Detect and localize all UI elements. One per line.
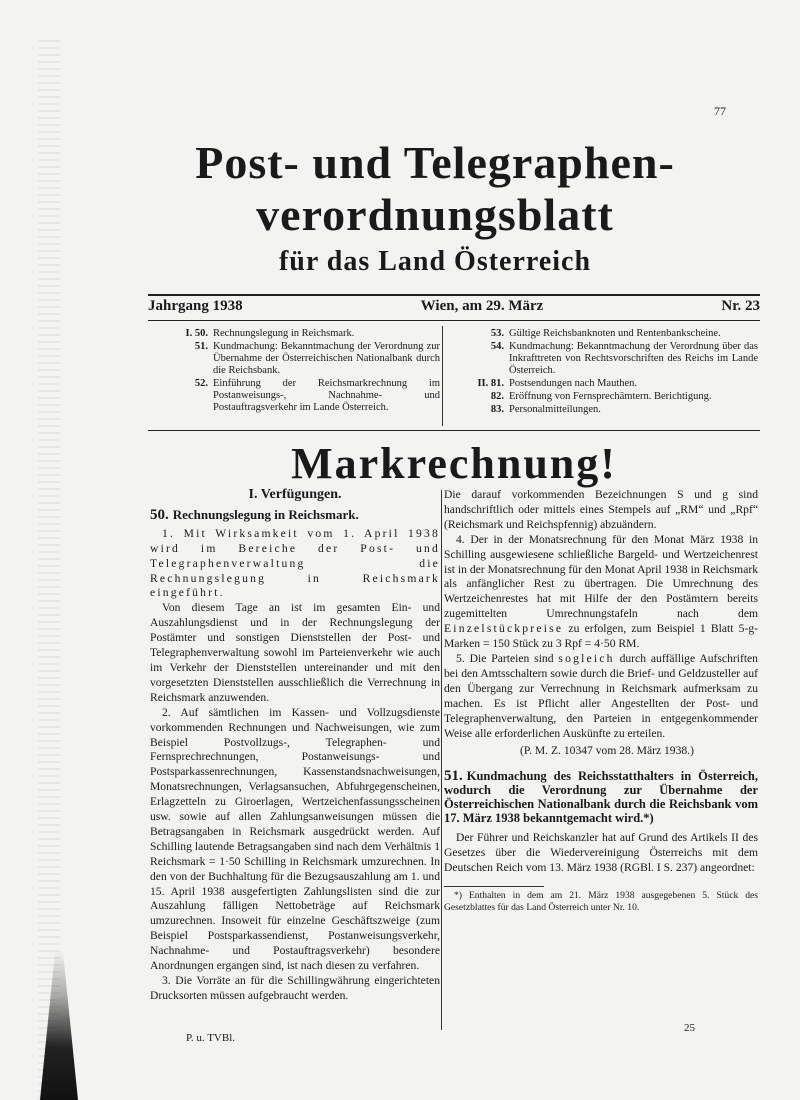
toc-text: Kundmachung: Bekanntmachung der Verordnung zur Übernahme der Österreichischen Nationalbank durch die Reichsbank. — [213, 341, 440, 376]
toc-number: II. 81. — [477, 378, 504, 389]
signature-reference: (P. M. Z. 10347 vom 28. März 1938.) — [520, 744, 694, 758]
footer-abbreviation: P. u. TVBl. — [186, 1032, 236, 1044]
toc-text: Rechnungslegung in Reichsmark. — [213, 328, 355, 339]
section-title: I. Verfügungen. — [248, 487, 342, 502]
toc-text: Postsendungen nach Mauthen. — [509, 378, 638, 389]
issue-number: Nr. 23 — [721, 298, 760, 314]
column-divider — [441, 490, 442, 1030]
paragraph: Der Führer und Reichskanzler hat auf Grund des Artikels II des Gesetzes über die Wiedervereinigung Österreichs mit dem Deutschen Reich vom 13. März 1938 (RGBl. I S. 237) angeordnet: — [444, 831, 758, 875]
toc-number: 51. — [194, 341, 208, 352]
toc-number: I. 50. — [185, 328, 208, 339]
toc-bottom-rule — [148, 430, 760, 431]
paragraph: 2. Auf sämtlichen im Kassen- und Vollzugsdienste vorkommenden Rechnungen und Nachweisungen, wie zum Beispiel Postvollzugs-, Telegraphen- und Fernsprechrechnungen, Postanweisungs- und Postsparkassenrechnungen, Kassenstandsnachweisungen, Monatsrechnungen, Verlagsansuchen, Abfuhrgegenscheinen, Erlagzetteln zu Giroerlagen, Wertzeichenfassungsscheinen usw. sowie auf allen Zahlungsanweisungen müssen die Betragsangaben in Reichsmark ausgedrückt werden. Auf Schilling lautende Betragsangaben sind nach dem Verhältnis 1 Reichsmark = 1·50 Schilling in Reichsmark umzurechnen. In den von der Buchhaltung für die Bezugsauszahlung am 1. und 15. April 1938 ausgefertigten Zahlungslisten sind die zur Auszahlung fälligen Nettobeträge auf Reichsmark umzurechnen. Insoweit für einzelne Geschäftszweige (zum Beispiel Postsparkassendienst, Postanweisungsverkehr, Nachnahme- und Postauftragsverkehr) besondere Anordnungen ergangen sind, ist nach diesen zu verfahren. — [150, 705, 440, 973]
toc-text: Personalmitteilungen. — [509, 404, 601, 415]
article-51-heading — [444, 769, 758, 825]
article-title: Rechnungslegung in Reichsmark. — [172, 506, 359, 522]
article-number: 50. — [150, 506, 169, 523]
paragraph: Die darauf vorkommenden Bezeichnungen S und g sind handschriftlich oder mittels eines Stempels auf „RM“ und „Rpf“ (Reichsmark und Reichspfennig) abzuändern. — [444, 488, 758, 531]
issue-year: Jahrgang 1938 — [148, 298, 243, 314]
toc-item — [150, 328, 440, 340]
spaced-text: Einzelstückpreise — [444, 622, 564, 636]
toc-text: Eröffnung von Fernsprechämtern. Berichtigung. — [509, 391, 712, 402]
toc-number: 52. — [194, 378, 208, 389]
masthead-line-1: Post- und Telegraphen- — [195, 137, 675, 188]
toc-left — [150, 328, 440, 415]
footer-page-number: 25 — [684, 1022, 695, 1034]
toc-item — [446, 391, 758, 403]
left-column — [150, 488, 440, 1004]
main-title: Markrechnung! — [291, 439, 617, 488]
toc-item — [150, 341, 440, 377]
article-50-heading — [150, 508, 440, 523]
page-number-top: 77 — [714, 104, 726, 118]
toc-item — [446, 404, 758, 416]
article-number: 51. — [444, 768, 463, 785]
paragraph: Von diesem Tage an ist im gesamten Ein- und Auszahlungsdienst und in der Rechnungslegung der Postämter und sonstigen Dienststellen der Post- und Telegraphenverwaltung sowohl im Parteienverkehr wie auch im Verkehr der Dienststellen untereinander und mit den vorgesetzten Dienststellen ausschließlich die Verrechnung in Reichsmark anzuwenden. — [150, 601, 440, 704]
paragraph: 1. Mit Wirksamkeit vom 1. April 1938 wird im Bereiche der Post- und Telegraphenverwaltung die Rechnungslegung in Reichsmark eingeführt. — [150, 526, 440, 600]
text-run: zu erfolgen, zum Beispiel 1 Blatt 5-g-Marken = 150 Stück zu 3 Rpf = 4·50 RM. — [444, 622, 758, 651]
text-run: durch auffällige Aufschriften bei den Amtsschaltern sowie durch die Brief- und Geldzusteller auf den Übergang zur Verrechnung in Reichsmark aufmerksam zu machen. Es ist Pflicht aller Angestellten der Post- und Telegraphenverwaltung, den Parteien in entgegenkommender Weise alle erforderlichen Auskünfte zu erteilen. — [444, 651, 758, 740]
toc-item — [150, 378, 440, 414]
toc-text: Gültige Reichsbanknoten und Rentenbankscheine. — [509, 328, 721, 339]
issue-place-date: Wien, am 29. März — [420, 298, 544, 314]
toc-item — [446, 378, 758, 390]
paragraph — [444, 652, 758, 741]
issue-line — [148, 298, 760, 318]
text-run: 5. Die Parteien sind — [456, 651, 559, 665]
paragraph — [444, 533, 758, 652]
footnote: *) Enthalten in dem am 21. März 1938 ausgegebenen 5. Stück des Gesetzblattes für das Land Österreich unter Nr. 10. — [444, 890, 758, 913]
top-rule — [148, 294, 760, 296]
scan-edge-artifact — [38, 40, 60, 1100]
masthead-line-3: für das Land Österreich — [278, 246, 592, 277]
toc-number: 54. — [490, 341, 504, 352]
right-column — [444, 488, 758, 913]
toc-text: Einführung der Reichsmarkrechnung im Postanweisungs-, Nachnahme- und Postauftragsverkehr im Lande Österreich. — [213, 378, 440, 413]
issue-rule — [148, 320, 760, 321]
toc-item — [446, 328, 758, 340]
toc-right — [446, 328, 758, 417]
toc-text: Kundmachung: Bekanntmachung der Verordnung über das Inkrafttreten von Rechtsvorschriften des Reichs im Lande Österreich. — [509, 341, 758, 376]
masthead-line-2: verordnungsblatt — [256, 189, 614, 240]
toc-item — [446, 341, 758, 377]
toc-number: 83. — [490, 404, 504, 415]
toc-divider — [442, 326, 443, 426]
paragraph: 3. Die Vorräte an für die Schillingwährung eingerichteten Drucksorten müssen aufgebraucht werden. — [150, 974, 440, 1002]
article-title: Kundmachung des Reichsstatthalters in Österreich, wodurch die Verordnung zur Übernahme der Österreichischen Nationalbank durch die Reichsbank vom 17. März 1938 bekanntgemacht wird.*) — [444, 769, 758, 826]
text-run: 4. Der in der Monatsrechnung für den Monat März 1938 in Schilling ausgewiesene schließliche Bargeld- und Wertzeichenrest ist in der Monatsrechnung für den Monat April 1938 in Reichsmark als anfänglicher Rest zu übertragen. Die Umrechnung des Wertzeichenrestes hat mit Hilfe der den Postämtern bereits zugemittelten Umrechnungstafeln nach dem — [444, 532, 758, 621]
toc-number: 82. — [490, 391, 504, 402]
spaced-text: sogleich — [558, 651, 615, 665]
footnote-rule — [444, 886, 544, 887]
toc-number: 53. — [490, 328, 504, 339]
